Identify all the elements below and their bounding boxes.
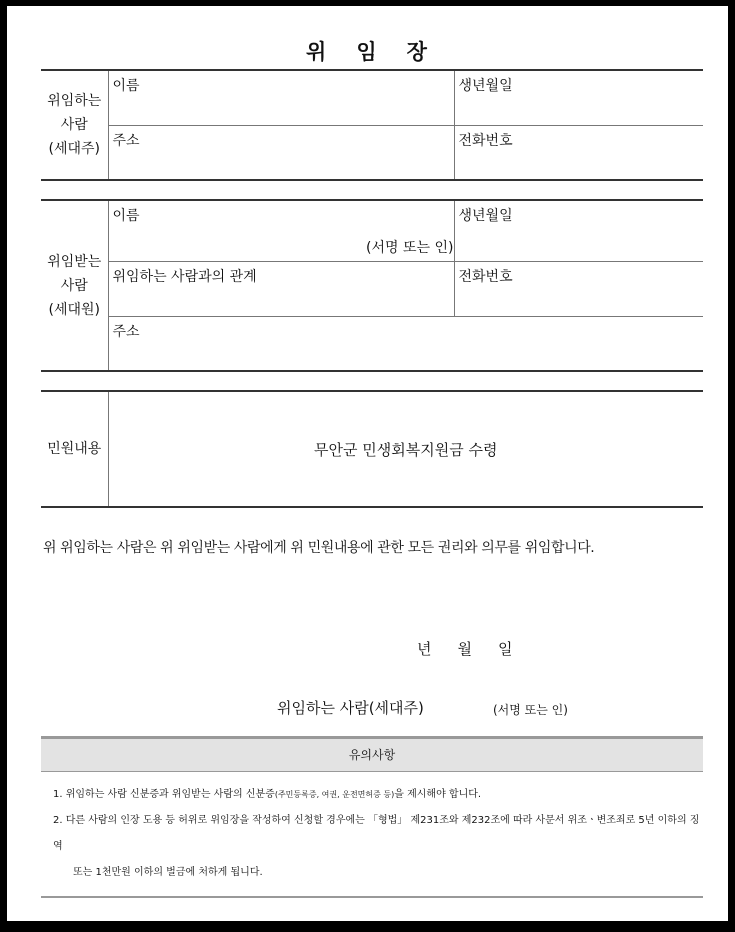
- delegator-birthdate-field[interactable]: 생년월일: [454, 70, 703, 125]
- delegate-birthdate-field[interactable]: 생년월일: [454, 200, 703, 261]
- note-item-1: 1. 위임하는 사람 신분증과 위임받는 사람의 신분증(주민등록증, 여권, 운전면허증 등)을 제시해야 합니다.: [53, 789, 482, 800]
- delegate-name-field[interactable]: 이름 (서명 또는 인): [108, 200, 454, 261]
- delegate-table: [41, 199, 703, 372]
- delegator-sign-hint[interactable]: (서명 또는 인): [493, 703, 568, 717]
- delegate-phone-field[interactable]: 전화번호: [454, 261, 703, 316]
- notes-body: [41, 772, 703, 896]
- document-page: [7, 6, 728, 921]
- request-table: [41, 390, 703, 508]
- delegator-name-field[interactable]: 이름: [108, 70, 454, 125]
- request-label: 민원내용: [41, 391, 108, 507]
- delegator-table: [41, 69, 703, 181]
- date-month: 월: [457, 640, 472, 658]
- request-content[interactable]: 무안군 민생회복지원금 수령: [314, 440, 498, 459]
- date-day: 일: [498, 640, 513, 658]
- notes-section: [41, 736, 703, 898]
- delegator-label: 위임하는 사람 (세대주): [41, 70, 108, 180]
- page-title: [7, 36, 728, 66]
- delegator-signature-label: 위임하는 사람(세대주): [277, 699, 424, 717]
- date-year: 년: [417, 640, 432, 658]
- delegate-label: 위임받는 사람 (세대원): [41, 200, 108, 371]
- date-line: [417, 638, 539, 659]
- delegation-statement: 위 위임하는 사람은 위 위임받는 사람에게 위 민원내용에 관한 모든 권리와 의무를 위임합니다.: [43, 540, 595, 556]
- delegate-address-field[interactable]: 주소: [112, 323, 140, 340]
- delegate-sign-hint: (서명 또는 인): [366, 240, 454, 256]
- title-char: 위: [306, 40, 329, 64]
- note-item-2: 2. 다른 사람의 인장 도용 등 허위로 위임장을 작성하여 신청할 경우에는 「형법」 제231조와 제232조에 따라 사문서 위조ㆍ변조죄로 5년 이하의 징역: [53, 815, 700, 852]
- note-item-2-continued: 또는 1천만원 이하의 벌금에 처하게 됩니다.: [73, 867, 263, 878]
- delegator-address-field[interactable]: 주소: [108, 125, 454, 180]
- title-char: 장: [406, 40, 429, 64]
- notes-title: 유의사항: [41, 739, 703, 772]
- delegator-phone-field[interactable]: 전화번호: [458, 132, 513, 149]
- delegate-relationship-field[interactable]: 위임하는 사람과의 관계: [108, 261, 454, 316]
- title-char: 임: [356, 40, 379, 64]
